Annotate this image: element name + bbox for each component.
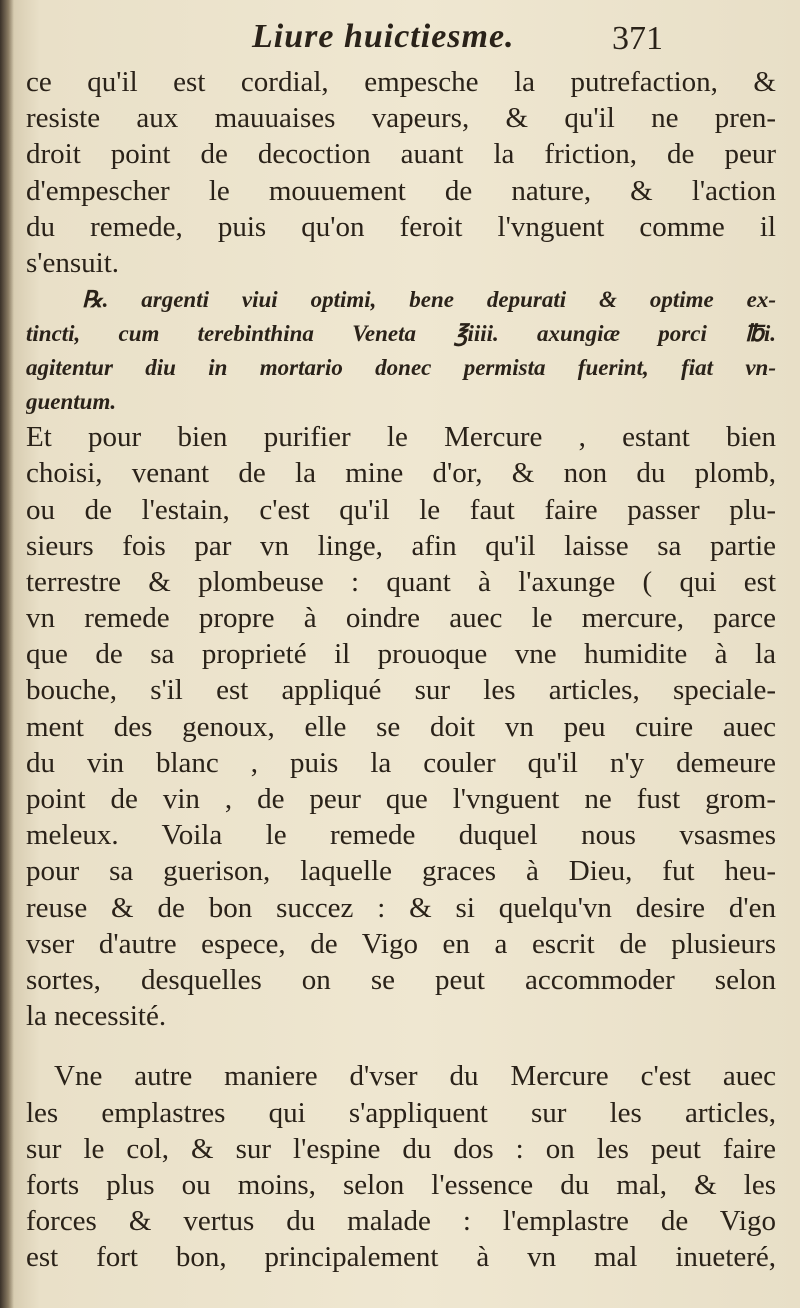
text-line: bouche, s'il est appliqué sur les articles, speciale- <box>26 674 776 707</box>
binding-gutter <box>0 0 14 1308</box>
text-line: meleux. Voila le remede duquel nous vsasmes <box>26 819 776 852</box>
text-line: forts plus ou moins, selon l'essence du mal, & les <box>26 1168 776 1201</box>
text-line: la necessité. <box>26 1000 167 1033</box>
text-line: du remede, puis qu'on feroit l'vnguent comme il <box>26 210 776 243</box>
latin-recipe <box>26 283 776 419</box>
text-line: droit point de decoction auant la friction, de peur <box>26 138 776 171</box>
paragraph-gap <box>26 1034 776 1058</box>
paragraph-3 <box>26 1058 776 1275</box>
paragraph-2 <box>26 419 776 1034</box>
text-line: est fort bon, principalement à vn mal inueteré, <box>26 1241 776 1274</box>
text-line: les emplastres qui s'appliquent sur les articles, <box>26 1096 776 1129</box>
text-line: s'ensuit. <box>26 246 120 279</box>
text-line: sieurs fois par vn linge, afin qu'il laisse sa partie <box>26 529 776 562</box>
text-line: ou de l'estain, c'est qu'il le faut faire passer plu- <box>26 493 776 526</box>
text-line: terrestre & plombeuse : quant à l'axunge ( qui est <box>26 565 776 598</box>
page-header <box>0 14 800 62</box>
text-line: du vin blanc , puis la couler qu'il n'y demeure <box>26 746 776 779</box>
text-line: vn remede propre à oindre auec le mercure, parce <box>26 602 776 635</box>
text-line: sortes, desquelles on se peut accommoder selon <box>26 963 776 996</box>
text-line: sur le col, & sur l'espine du dos : on les peut faire <box>26 1132 776 1165</box>
running-title: Liure huictiesme. <box>252 18 515 55</box>
text-line: ce qu'il est cordial, empesche la putrefaction, & <box>26 66 776 98</box>
text-line: ment des genoux, elle se doit vn peu cuire auec <box>26 710 776 743</box>
text-line: Et pour bien purifier le Mercure , estant bien <box>26 421 776 454</box>
text-line: forces & vertus du malade : l'emplastre de Vigo <box>26 1205 776 1238</box>
text-line: choisi, venant de la mine d'or, & non du plomb, <box>26 457 776 490</box>
text-line: reuse & de bon succez : & si quelqu'vn desire d'en <box>26 891 776 924</box>
text-line: Vne autre maniere d'vser du Mercure c'est auec <box>54 1060 776 1093</box>
text-line: point de vin , de peur que l'vnguent ne fust grom- <box>26 783 776 815</box>
page-number: 371 <box>612 20 663 57</box>
text-line: que de sa proprieté il prouoque vne humidite à la <box>26 638 776 671</box>
recipe-line: tincti, cum terebinthina Veneta ℥iiii. axungiæ porci ℔i. <box>26 321 776 347</box>
text-line: pour sa guerison, laquelle graces à Dieu, fut heu- <box>26 855 776 888</box>
text-line: d'empescher le mouuement de nature, & l'action <box>26 174 776 207</box>
recipe-line: agitentur diu in mortario donec permista fuerint, fiat vn- <box>26 355 776 381</box>
paragraph-1 <box>26 64 776 281</box>
text-line: resiste aux mauuaises vapeurs, & qu'il ne pren- <box>26 102 776 135</box>
recipe-line: guentum. <box>26 389 117 415</box>
body-text <box>26 64 776 1275</box>
recipe-line: ℞. argenti viui optimi, bene depurati & optime ex- <box>82 287 776 313</box>
text-line: vser d'autre espece, de Vigo en a escrit de plusieurs <box>26 927 776 960</box>
